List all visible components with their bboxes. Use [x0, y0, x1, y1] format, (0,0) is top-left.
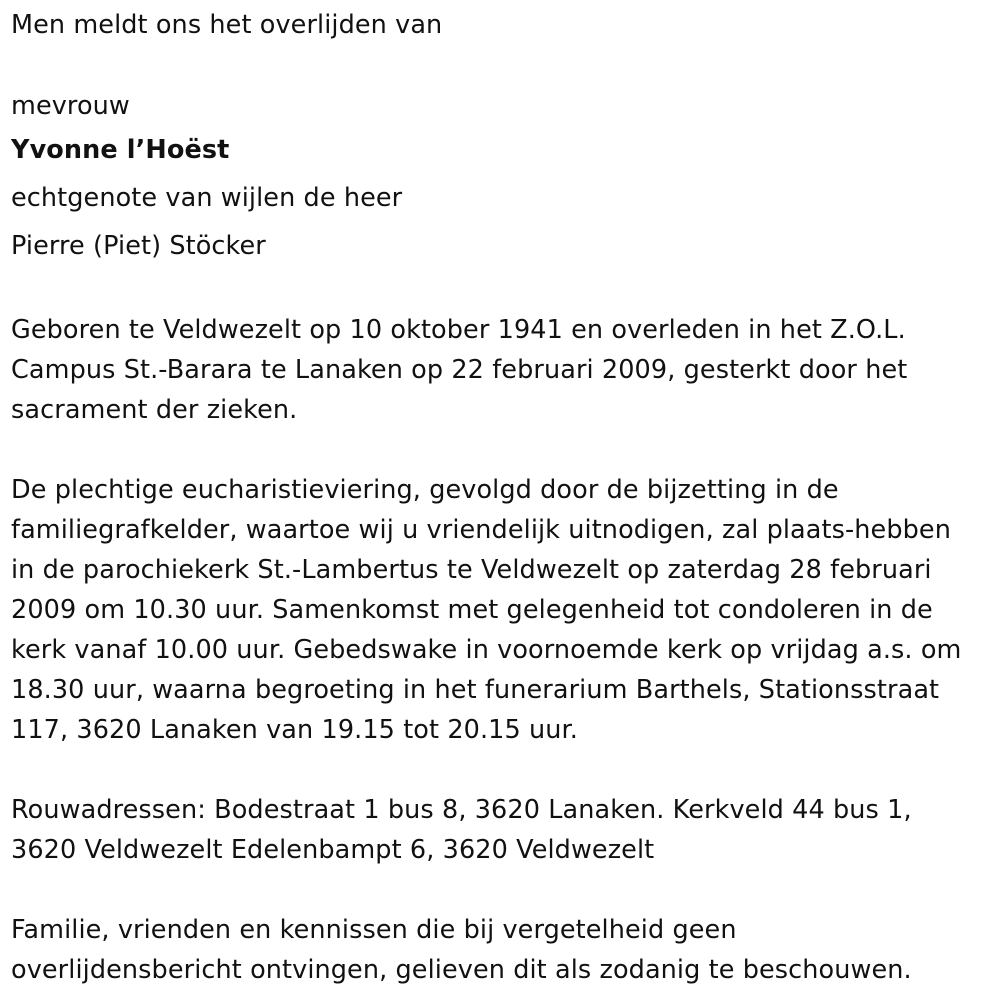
- honorific-title: mevrouw: [11, 91, 130, 121]
- spouse-name: Pierre (Piet) Stöcker: [11, 231, 266, 261]
- deceased-name: Yvonne l’Hoëst: [11, 135, 230, 165]
- paragraph-line: 2009 om 10.30 uur. Samenkomst met gelegenheid tot condoleren in de: [11, 595, 933, 625]
- obituary-document: [11, 0, 996, 990]
- paragraph-line: Familie, vrienden en kennissen die bij vergetelheid geen: [11, 915, 737, 945]
- paragraph-line: De plechtige eucharistieviering, gevolgd door de bijzetting in de: [11, 475, 839, 505]
- paragraph-line: Rouwadressen: Bodestraat 1 bus 8, 3620 Lanaken. Kerkveld 44 bus 1,: [11, 795, 912, 825]
- intro-text: Men meldt ons het overlijden van: [11, 10, 443, 40]
- spacer: [11, 750, 996, 790]
- ceremony-paragraph: [11, 470, 996, 750]
- paragraph-line: Campus St.-Barara te Lanaken op 22 februari 2009, gesterkt door het: [11, 355, 908, 385]
- addresses-paragraph: [11, 790, 996, 870]
- spacer: [11, 45, 996, 86]
- spacer: [11, 430, 996, 470]
- birth-death-paragraph: [11, 310, 996, 430]
- closing-paragraph: [11, 910, 996, 990]
- paragraph-line: Geboren te Veldwezelt op 10 oktober 1941 en overleden in het Z.O.L.: [11, 315, 906, 345]
- spouse-relation: echtgenote van wijlen de heer: [11, 183, 403, 213]
- paragraph-line: kerk vanaf 10.00 uur. Gebedswake in voornoemde kerk op vrijdag a.s. om: [11, 635, 962, 665]
- paragraph-line: familiegrafkelder, waartoe wij u vriendelijk uitnodigen, zal plaats-hebben: [11, 515, 951, 545]
- paragraph-line: 18.30 uur, waarna begroeting in het funerarium Barthels, Stationsstraat: [11, 675, 940, 705]
- paragraph-line: in de parochiekerk St.-Lambertus te Veldwezelt op zaterdag 28 februari: [11, 555, 932, 585]
- paragraph-line: 3620 Veldwezelt Edelenbampt 6, 3620 Veldwezelt: [11, 835, 655, 865]
- paragraph-line: 117, 3620 Lanaken van 19.15 tot 20.15 uur.: [11, 715, 578, 745]
- paragraph-line: overlijdensbericht ontvingen, gelieven dit als zodanig te beschouwen.: [11, 955, 912, 985]
- spacer: [11, 270, 996, 310]
- spacer: [11, 870, 996, 910]
- paragraph-line: sacrament der zieken.: [11, 395, 298, 425]
